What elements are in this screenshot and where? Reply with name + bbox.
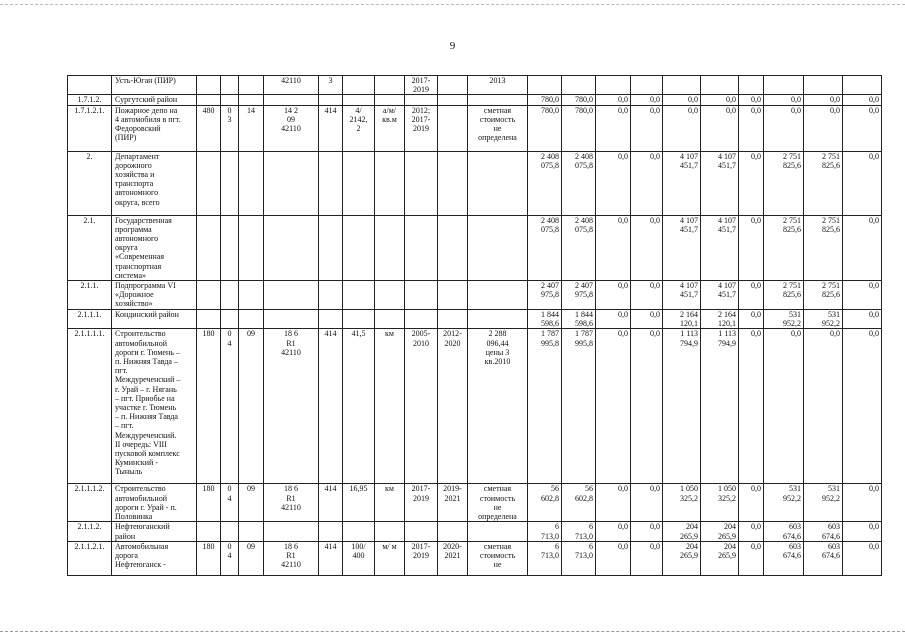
expense-type-code-cell: 414	[319, 329, 343, 484]
expense-type-code-cell	[319, 310, 343, 329]
capacity-unit-cell: а/м/ кв.м	[375, 105, 405, 151]
total-amount-cell: 6 713,0	[528, 541, 562, 575]
row-code-cell: 2.1.1.2.1.	[68, 541, 112, 575]
row-code-cell: 1.7.1.2.	[68, 95, 112, 105]
expense-type-code-cell	[319, 522, 343, 541]
amount-col-9-cell: 531 952,2	[804, 310, 843, 329]
subsection-code-cell: 09	[239, 541, 264, 575]
amount-col-7-cell: 0,0	[739, 329, 764, 484]
subsection-code-cell: 09	[239, 329, 264, 484]
amount-col-5-cell: 204 265,9	[663, 522, 701, 541]
amount-col-7-cell: 0,0	[739, 522, 764, 541]
object-name-cell: Сургутский район	[112, 95, 197, 105]
expense-type-code-cell: 414	[319, 105, 343, 151]
amount-col-5-cell: 4 107 451,7	[663, 215, 701, 280]
design-period-cell: 2005- 2010	[405, 329, 438, 484]
amount-col-10-cell: 0,0	[843, 151, 882, 215]
object-name-cell: Кондинский район	[112, 310, 197, 329]
chapter-code-cell: 180	[197, 541, 221, 575]
amount-col-4-cell: 0,0	[631, 151, 663, 215]
amount-col-9-cell: 603 674,6	[804, 541, 843, 575]
amount-col-10-cell	[843, 76, 882, 95]
amount-col-8-cell: 0,0	[764, 105, 804, 151]
total-amount-district-cell	[562, 76, 596, 95]
subsection-code-cell	[239, 522, 264, 541]
estimated-cost-cell	[468, 522, 528, 541]
total-amount-district-cell: 2 408 075,8	[562, 215, 596, 280]
table-row	[68, 541, 882, 575]
row-code-cell: 2.1.1.2.	[68, 522, 112, 541]
amount-col-6-cell: 1 050 325,2	[701, 484, 739, 522]
design-period-cell	[405, 215, 438, 280]
amount-col-4-cell: 0,0	[631, 215, 663, 280]
amount-col-9-cell: 531 952,2	[804, 484, 843, 522]
table-row	[68, 105, 882, 151]
construction-period-cell	[438, 310, 468, 329]
chapter-code-cell	[197, 95, 221, 105]
total-amount-district-cell: 780,0	[562, 95, 596, 105]
row-code-cell: 2.1.1.1.	[68, 310, 112, 329]
object-name-cell: Строительство автомобильной дороги г. Тюмень – п. Нижняя Тавда – пгт. Междуреченский – г. Урай – г. Нягань – пгт. Приобье на участке г. Тюмень – п. Нижняя Тавда – пгт. Междуреченский. II очередь: VIII пусковой комплекс Куминский - Тыныль	[112, 329, 197, 484]
amount-col-8-cell: 531 952,2	[764, 484, 804, 522]
amount-col-6-cell: 2 164 120,1	[701, 310, 739, 329]
total-amount-cell: 780,0	[528, 95, 562, 105]
total-amount-cell: 1 787 995,8	[528, 329, 562, 484]
section-code-cell: 0 3	[221, 105, 239, 151]
amount-col-9-cell: 2 751 825,6	[804, 151, 843, 215]
table-row	[68, 329, 882, 484]
amount-col-7-cell: 0,0	[739, 484, 764, 522]
amount-col-4-cell: 0,0	[631, 281, 663, 310]
section-code-cell	[221, 76, 239, 95]
expense-type-code-cell: 414	[319, 484, 343, 522]
section-code-cell	[221, 215, 239, 280]
subsection-code-cell: 14	[239, 105, 264, 151]
amount-col-3-cell: 0,0	[596, 281, 631, 310]
target-article-code-cell: 14 2 09 42110	[264, 105, 319, 151]
total-amount-district-cell: 1 844 598,6	[562, 310, 596, 329]
table-row	[68, 215, 882, 280]
subsection-code-cell	[239, 151, 264, 215]
target-article-code-cell	[264, 95, 319, 105]
target-article-code-cell	[264, 522, 319, 541]
section-code-cell: 0 4	[221, 329, 239, 484]
amount-col-10-cell: 0,0	[843, 95, 882, 105]
amount-col-10-cell: 0,0	[843, 484, 882, 522]
total-amount-district-cell: 6 713,0	[562, 522, 596, 541]
section-code-cell: 0 4	[221, 541, 239, 575]
target-article-code-cell	[264, 215, 319, 280]
estimated-cost-cell	[468, 281, 528, 310]
object-name-cell: Автомобильная дорога Нефтеюганск -	[112, 541, 197, 575]
section-code-cell	[221, 522, 239, 541]
amount-col-3-cell: 0,0	[596, 151, 631, 215]
design-period-cell: 2017- 2019	[405, 484, 438, 522]
amount-col-5-cell: 1 050 325,2	[663, 484, 701, 522]
capacity-unit-cell	[375, 95, 405, 105]
amount-col-7-cell: 0,0	[739, 105, 764, 151]
capacity-value-cell	[343, 281, 375, 310]
expense-type-code-cell	[319, 151, 343, 215]
subsection-code-cell: 09	[239, 484, 264, 522]
capacity-unit-cell	[375, 281, 405, 310]
amount-col-6-cell: 204 265,9	[701, 541, 739, 575]
capacity-unit-cell	[375, 310, 405, 329]
amount-col-9-cell: 0,0	[804, 329, 843, 484]
total-amount-district-cell: 1 787 995,8	[562, 329, 596, 484]
amount-col-6-cell: 0,0	[701, 95, 739, 105]
amount-col-7-cell: 0,0	[739, 215, 764, 280]
object-name-cell: Нефтеюганский район	[112, 522, 197, 541]
capacity-unit-cell: м/ м	[375, 541, 405, 575]
amount-col-6-cell: 1 113 794,9	[701, 329, 739, 484]
chapter-code-cell: 180	[197, 329, 221, 484]
total-amount-cell: 1 844 598,6	[528, 310, 562, 329]
amount-col-5-cell: 2 164 120,1	[663, 310, 701, 329]
amount-col-6-cell: 4 107 451,7	[701, 281, 739, 310]
amount-col-8-cell: 603 674,6	[764, 522, 804, 541]
amount-col-5-cell	[663, 76, 701, 95]
amount-col-9-cell: 2 751 825,6	[804, 281, 843, 310]
amount-col-7-cell: 0,0	[739, 541, 764, 575]
amount-col-3-cell: 0,0	[596, 310, 631, 329]
chapter-code-cell	[197, 151, 221, 215]
design-period-cell: 2017- 2019	[405, 76, 438, 95]
subsection-code-cell	[239, 215, 264, 280]
expense-type-code-cell	[319, 215, 343, 280]
estimated-cost-cell: сметная стоимость не определена	[468, 484, 528, 522]
amount-col-8-cell: 2 751 825,6	[764, 215, 804, 280]
chapter-code-cell	[197, 215, 221, 280]
section-code-cell	[221, 151, 239, 215]
amount-col-6-cell	[701, 76, 739, 95]
amount-col-4-cell: 0,0	[631, 105, 663, 151]
amount-col-3-cell: 0,0	[596, 95, 631, 105]
target-article-code-cell	[264, 310, 319, 329]
amount-col-3-cell: 0,0	[596, 484, 631, 522]
object-name-cell: Пожарное депо на 4 автомобиля в пгт. Федоровский (ПИР)	[112, 105, 197, 151]
row-code-cell: 2.1.1.	[68, 281, 112, 310]
design-period-cell	[405, 95, 438, 105]
capacity-value-cell	[343, 310, 375, 329]
amount-col-6-cell: 0,0	[701, 105, 739, 151]
amount-col-4-cell: 0,0	[631, 541, 663, 575]
amount-col-8-cell: 603 674,6	[764, 541, 804, 575]
estimated-cost-cell	[468, 310, 528, 329]
scan-edge-top	[0, 4, 905, 5]
amount-col-4-cell: 0,0	[631, 310, 663, 329]
target-article-code-cell: 18 6 R1 42110	[264, 484, 319, 522]
subsection-code-cell	[239, 310, 264, 329]
capacity-unit-cell: км	[375, 329, 405, 484]
total-amount-cell: 6 713,0	[528, 522, 562, 541]
amount-col-7-cell: 0,0	[739, 310, 764, 329]
total-amount-cell: 2 408 075,8	[528, 151, 562, 215]
amount-col-10-cell: 0,0	[843, 215, 882, 280]
estimated-cost-cell: 2013	[468, 76, 528, 95]
amount-col-10-cell: 0,0	[843, 281, 882, 310]
total-amount-cell: 2 408 075,8	[528, 215, 562, 280]
amount-col-3-cell: 0,0	[596, 541, 631, 575]
target-article-code-cell	[264, 151, 319, 215]
amount-col-5-cell: 1 113 794,9	[663, 329, 701, 484]
estimated-cost-cell: 2 288 096,44 цены 3 кв.2010	[468, 329, 528, 484]
expense-type-code-cell	[319, 281, 343, 310]
capacity-value-cell: 41,5	[343, 329, 375, 484]
row-code-cell: 2.1.	[68, 215, 112, 280]
total-amount-cell: 780,0	[528, 105, 562, 151]
amount-col-8-cell: 2 751 825,6	[764, 281, 804, 310]
chapter-code-cell	[197, 281, 221, 310]
chapter-code-cell: 180	[197, 484, 221, 522]
table-row	[68, 151, 882, 215]
capacity-unit-cell	[375, 151, 405, 215]
amount-col-8-cell: 2 751 825,6	[764, 151, 804, 215]
capacity-value-cell	[343, 76, 375, 95]
amount-col-8-cell: 531 952,2	[764, 310, 804, 329]
design-period-cell	[405, 281, 438, 310]
amount-col-4-cell: 0,0	[631, 329, 663, 484]
budget-table	[67, 75, 882, 576]
total-amount-district-cell: 56 602,8	[562, 484, 596, 522]
total-amount-cell: 56 602,8	[528, 484, 562, 522]
object-name-cell: Департамент дорожного хозяйства и транспорта автономного округа, всего	[112, 151, 197, 215]
estimated-cost-cell	[468, 215, 528, 280]
capacity-value-cell	[343, 522, 375, 541]
amount-col-7-cell	[739, 76, 764, 95]
subsection-code-cell	[239, 76, 264, 95]
construction-period-cell	[438, 522, 468, 541]
table-row	[68, 522, 882, 541]
total-amount-cell	[528, 76, 562, 95]
design-period-cell	[405, 522, 438, 541]
amount-col-3-cell: 0,0	[596, 329, 631, 484]
capacity-value-cell: 100/ 400	[343, 541, 375, 575]
estimated-cost-cell	[468, 95, 528, 105]
amount-col-6-cell: 4 107 451,7	[701, 151, 739, 215]
section-code-cell	[221, 281, 239, 310]
table-row	[68, 310, 882, 329]
amount-col-6-cell: 204 265,9	[701, 522, 739, 541]
amount-col-3-cell	[596, 76, 631, 95]
amount-col-3-cell: 0,0	[596, 522, 631, 541]
target-article-code-cell: 18 6 R1 42110	[264, 329, 319, 484]
subsection-code-cell	[239, 95, 264, 105]
amount-col-4-cell: 0,0	[631, 484, 663, 522]
chapter-code-cell	[197, 310, 221, 329]
amount-col-7-cell: 0,0	[739, 151, 764, 215]
page-number: 9	[449, 40, 456, 52]
amount-col-5-cell: 204 265,9	[663, 541, 701, 575]
capacity-unit-cell	[375, 76, 405, 95]
estimated-cost-cell	[468, 151, 528, 215]
amount-col-10-cell: 0,0	[843, 105, 882, 151]
total-amount-district-cell: 780,0	[562, 105, 596, 151]
amount-col-9-cell: 603 674,6	[804, 522, 843, 541]
target-article-code-cell	[264, 281, 319, 310]
amount-col-5-cell: 0,0	[663, 105, 701, 151]
construction-period-cell: 2020- 2021	[438, 541, 468, 575]
construction-period-cell	[438, 151, 468, 215]
table-row	[68, 95, 882, 105]
design-period-cell: 2012; 2017- 2019	[405, 105, 438, 151]
capacity-unit-cell	[375, 215, 405, 280]
total-amount-district-cell: 6 713,0	[562, 541, 596, 575]
capacity-value-cell	[343, 215, 375, 280]
chapter-code-cell	[197, 522, 221, 541]
expense-type-code-cell	[319, 95, 343, 105]
construction-period-cell: 2019- 2021	[438, 484, 468, 522]
construction-period-cell: 2012- 2020	[438, 329, 468, 484]
capacity-value-cell	[343, 151, 375, 215]
row-code-cell: 2.1.1.1.1.	[68, 329, 112, 484]
construction-period-cell	[438, 281, 468, 310]
amount-col-3-cell: 0,0	[596, 215, 631, 280]
capacity-unit-cell	[375, 522, 405, 541]
construction-period-cell	[438, 215, 468, 280]
capacity-value-cell: 4/ 2142, 2	[343, 105, 375, 151]
amount-col-5-cell: 4 107 451,7	[663, 151, 701, 215]
subsection-code-cell	[239, 281, 264, 310]
construction-period-cell	[438, 105, 468, 151]
object-name-cell: Подпрограмма VI «Дорожное хозяйство»	[112, 281, 197, 310]
amount-col-10-cell: 0,0	[843, 541, 882, 575]
construction-period-cell	[438, 95, 468, 105]
amount-col-9-cell: 0,0	[804, 105, 843, 151]
amount-col-4-cell	[631, 76, 663, 95]
row-code-cell: 1.7.1.2.1.	[68, 105, 112, 151]
amount-col-5-cell: 0,0	[663, 95, 701, 105]
design-period-cell	[405, 310, 438, 329]
capacity-value-cell: 16,95	[343, 484, 375, 522]
target-article-code-cell: 18 6 R1 42110	[264, 541, 319, 575]
target-article-code-cell: 42110	[264, 76, 319, 95]
expense-type-code-cell: 414	[319, 541, 343, 575]
object-name-cell: Строительство автомобильной дороги г. Урай - п. Половинка	[112, 484, 197, 522]
amount-col-8-cell	[764, 76, 804, 95]
amount-col-7-cell: 0,0	[739, 281, 764, 310]
design-period-cell	[405, 151, 438, 215]
capacity-value-cell	[343, 95, 375, 105]
row-code-cell: 2.1.1.1.2.	[68, 484, 112, 522]
construction-period-cell	[438, 76, 468, 95]
estimated-cost-cell: сметная стоимость не определена	[468, 105, 528, 151]
section-code-cell: 0 4	[221, 484, 239, 522]
section-code-cell	[221, 95, 239, 105]
chapter-code-cell: 480	[197, 105, 221, 151]
amount-col-4-cell: 0,0	[631, 95, 663, 105]
row-code-cell	[68, 76, 112, 95]
total-amount-district-cell: 2 408 075,8	[562, 151, 596, 215]
object-name-cell: Государственная программа автономного округа «Современная транспортная система»	[112, 215, 197, 280]
amount-col-9-cell: 2 751 825,6	[804, 215, 843, 280]
table-row	[68, 281, 882, 310]
amount-col-10-cell: 0,0	[843, 329, 882, 484]
estimated-cost-cell: сметная стоимость не	[468, 541, 528, 575]
amount-col-7-cell: 0,0	[739, 95, 764, 105]
amount-col-4-cell: 0,0	[631, 522, 663, 541]
chapter-code-cell	[197, 76, 221, 95]
design-period-cell: 2017- 2019	[405, 541, 438, 575]
amount-col-6-cell: 4 107 451,7	[701, 215, 739, 280]
amount-col-10-cell: 0,0	[843, 310, 882, 329]
expense-type-code-cell: 3	[319, 76, 343, 95]
capacity-unit-cell: км	[375, 484, 405, 522]
total-amount-cell: 2 407 975,8	[528, 281, 562, 310]
amount-col-8-cell: 0,0	[764, 329, 804, 484]
section-code-cell	[221, 310, 239, 329]
amount-col-3-cell: 0,0	[596, 105, 631, 151]
amount-col-9-cell	[804, 76, 843, 95]
total-amount-district-cell: 2 407 975,8	[562, 281, 596, 310]
table-row	[68, 484, 882, 522]
amount-col-9-cell: 0,0	[804, 95, 843, 105]
scan-edge-bottom	[0, 631, 905, 632]
table-row	[68, 76, 882, 95]
amount-col-10-cell: 0,0	[843, 522, 882, 541]
amount-col-8-cell: 0,0	[764, 95, 804, 105]
object-name-cell: Усть-Юган (ПИР)	[112, 76, 197, 95]
amount-col-5-cell: 4 107 451,7	[663, 281, 701, 310]
row-code-cell: 2.	[68, 151, 112, 215]
